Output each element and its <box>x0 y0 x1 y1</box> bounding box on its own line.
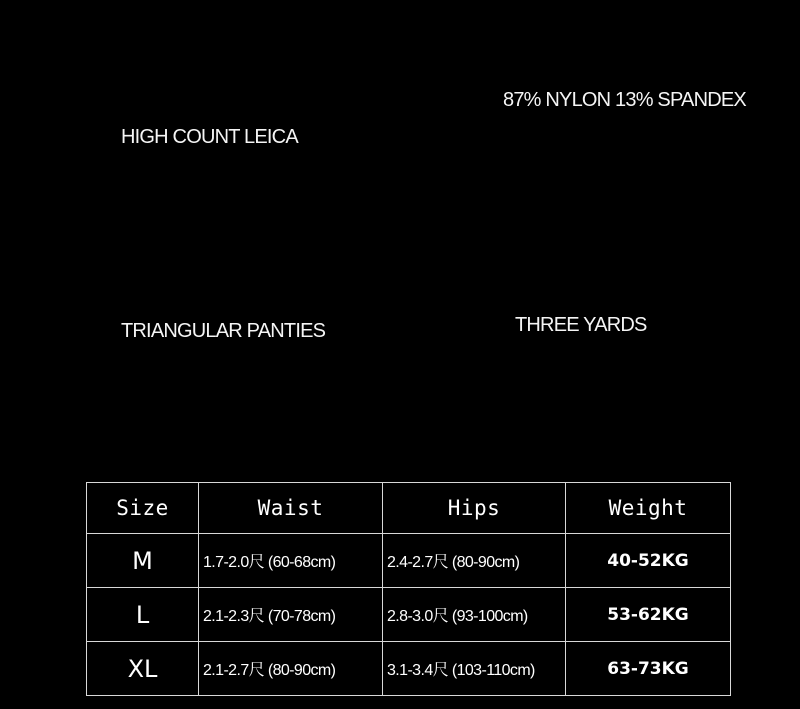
header-waist: Waist <box>199 483 383 534</box>
feature-material-text: 87% NYLON 13% SPANDEX <box>503 89 746 111</box>
hips-cell: 3.1-3.4尺 (103-110cm) <box>383 642 566 696</box>
size-cell: M <box>87 534 199 588</box>
weight-cell: 53-62KG <box>566 588 731 642</box>
table-row <box>87 588 731 642</box>
feature-quantity-text: THREE YARDS <box>515 314 647 336</box>
hips-cell: 2.4-2.7尺 (80-90cm) <box>383 534 566 588</box>
feature-high-count-text: HIGH COUNT LEICA <box>121 126 298 148</box>
weight-cell: 40-52KG <box>566 534 731 588</box>
weight-cell: 63-73KG <box>566 642 731 696</box>
hips-cell: 2.8-3.0尺 (93-100cm) <box>383 588 566 642</box>
size-chart-table <box>86 482 731 696</box>
waist-cell: 1.7-2.0尺 (60-68cm) <box>199 534 383 588</box>
table-row <box>87 534 731 588</box>
waist-cell: 2.1-2.3尺 (70-78cm) <box>199 588 383 642</box>
header-hips: Hips <box>383 483 566 534</box>
size-chart-header-row <box>87 483 731 534</box>
size-cell: XL <box>87 642 199 696</box>
header-weight: Weight <box>566 483 731 534</box>
table-row <box>87 642 731 696</box>
waist-cell: 2.1-2.7尺 (80-90cm) <box>199 642 383 696</box>
header-size: Size <box>87 483 199 534</box>
feature-style-text: TRIANGULAR PANTIES <box>121 320 326 342</box>
size-cell: L <box>87 588 199 642</box>
